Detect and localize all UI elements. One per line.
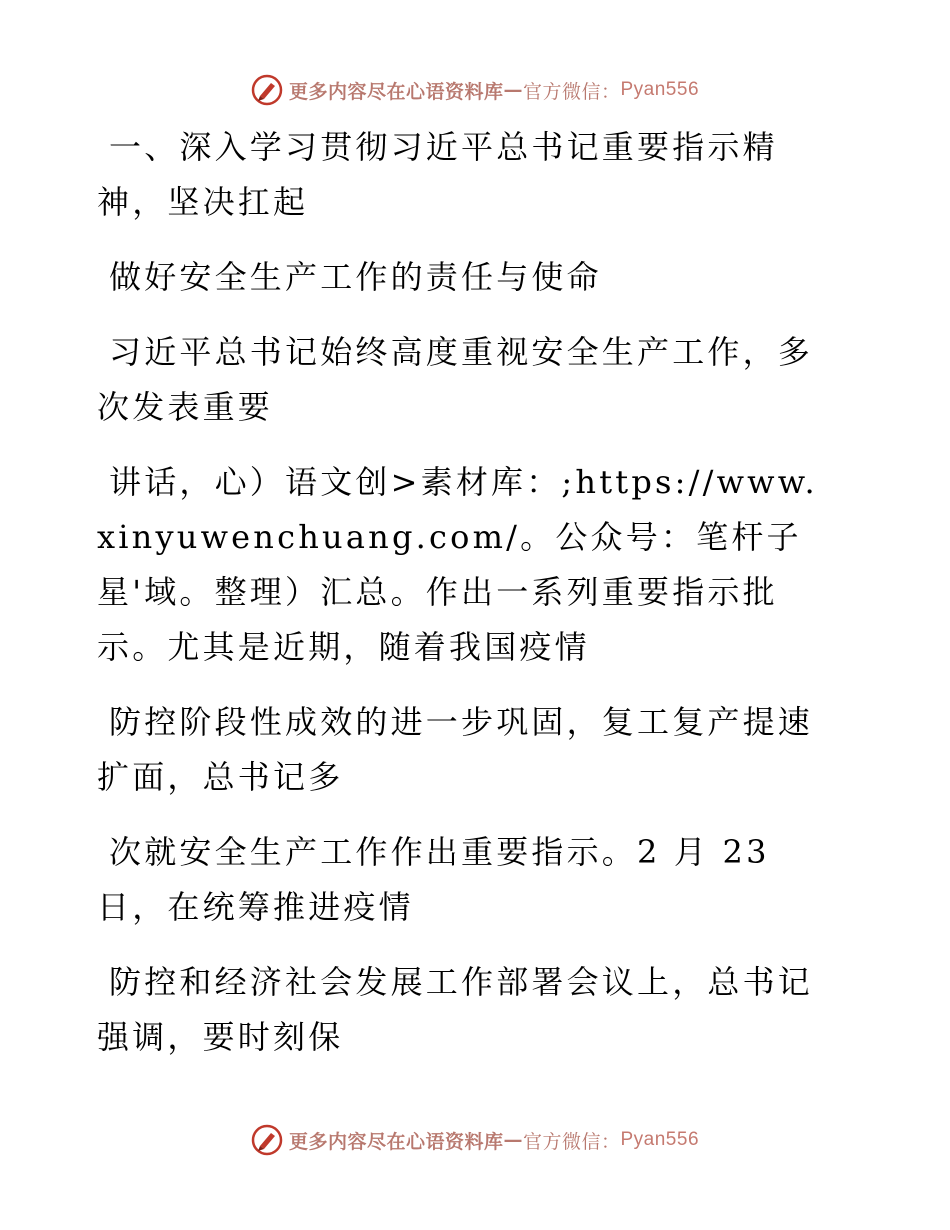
paragraph-5-text: 防控阶段性成效的进一步巩固，复工复产提速扩面，总书记多 [97, 703, 814, 796]
paragraph-6 [97, 825, 837, 935]
paragraph-6-text: 次就安全生产工作作出重要指示。2 月 23 日，在统筹推进疫情 [97, 833, 770, 926]
logo-icon [251, 74, 283, 106]
paragraph-4 [97, 455, 837, 675]
paragraph-1-text: 一、深入学习贯彻习近平总书记重要指示精神，坚决扛起 [97, 128, 778, 221]
banner-brand: 更多内容尽在心语资料库 [288, 80, 504, 103]
banner-wechat-id: Pyan556 [620, 1129, 700, 1150]
banner-separator: — [503, 79, 523, 101]
banner-separator: — [503, 1129, 523, 1151]
paragraph-1 [97, 120, 837, 230]
banner-wechat-label: 官方微信： [522, 1130, 621, 1153]
banner-brand: 更多内容尽在心语资料库 [288, 1130, 504, 1153]
paragraph-3-text: 习近平总书记始终高度重视安全生产工作，多次发表重要 [97, 333, 814, 426]
document-body [97, 120, 837, 1065]
paragraph-7 [97, 955, 837, 1065]
paragraph-5 [97, 695, 837, 805]
header-banner [0, 70, 950, 110]
banner-wechat-label: 官方微信： [522, 80, 621, 103]
footer-banner [0, 1120, 950, 1160]
paragraph-3 [97, 325, 837, 435]
paragraph-2 [97, 250, 837, 305]
logo-icon [251, 1124, 283, 1156]
paragraph-7-text: 防控和经济社会发展工作部署会议上，总书记强调，要时刻保 [97, 963, 814, 1056]
paragraph-2-text: 做好安全生产工作的责任与使命 [109, 258, 602, 296]
banner-wechat-id: Pyan556 [620, 79, 700, 100]
paragraph-4-text: 讲话，心）语文创>素材库：;https://www.xinyuwenchuang.com/。公众号：笔杆子星'域。整理）汇总。作出一系列重要指示批示。尤其是近期，随着我国疫情 [97, 463, 818, 666]
